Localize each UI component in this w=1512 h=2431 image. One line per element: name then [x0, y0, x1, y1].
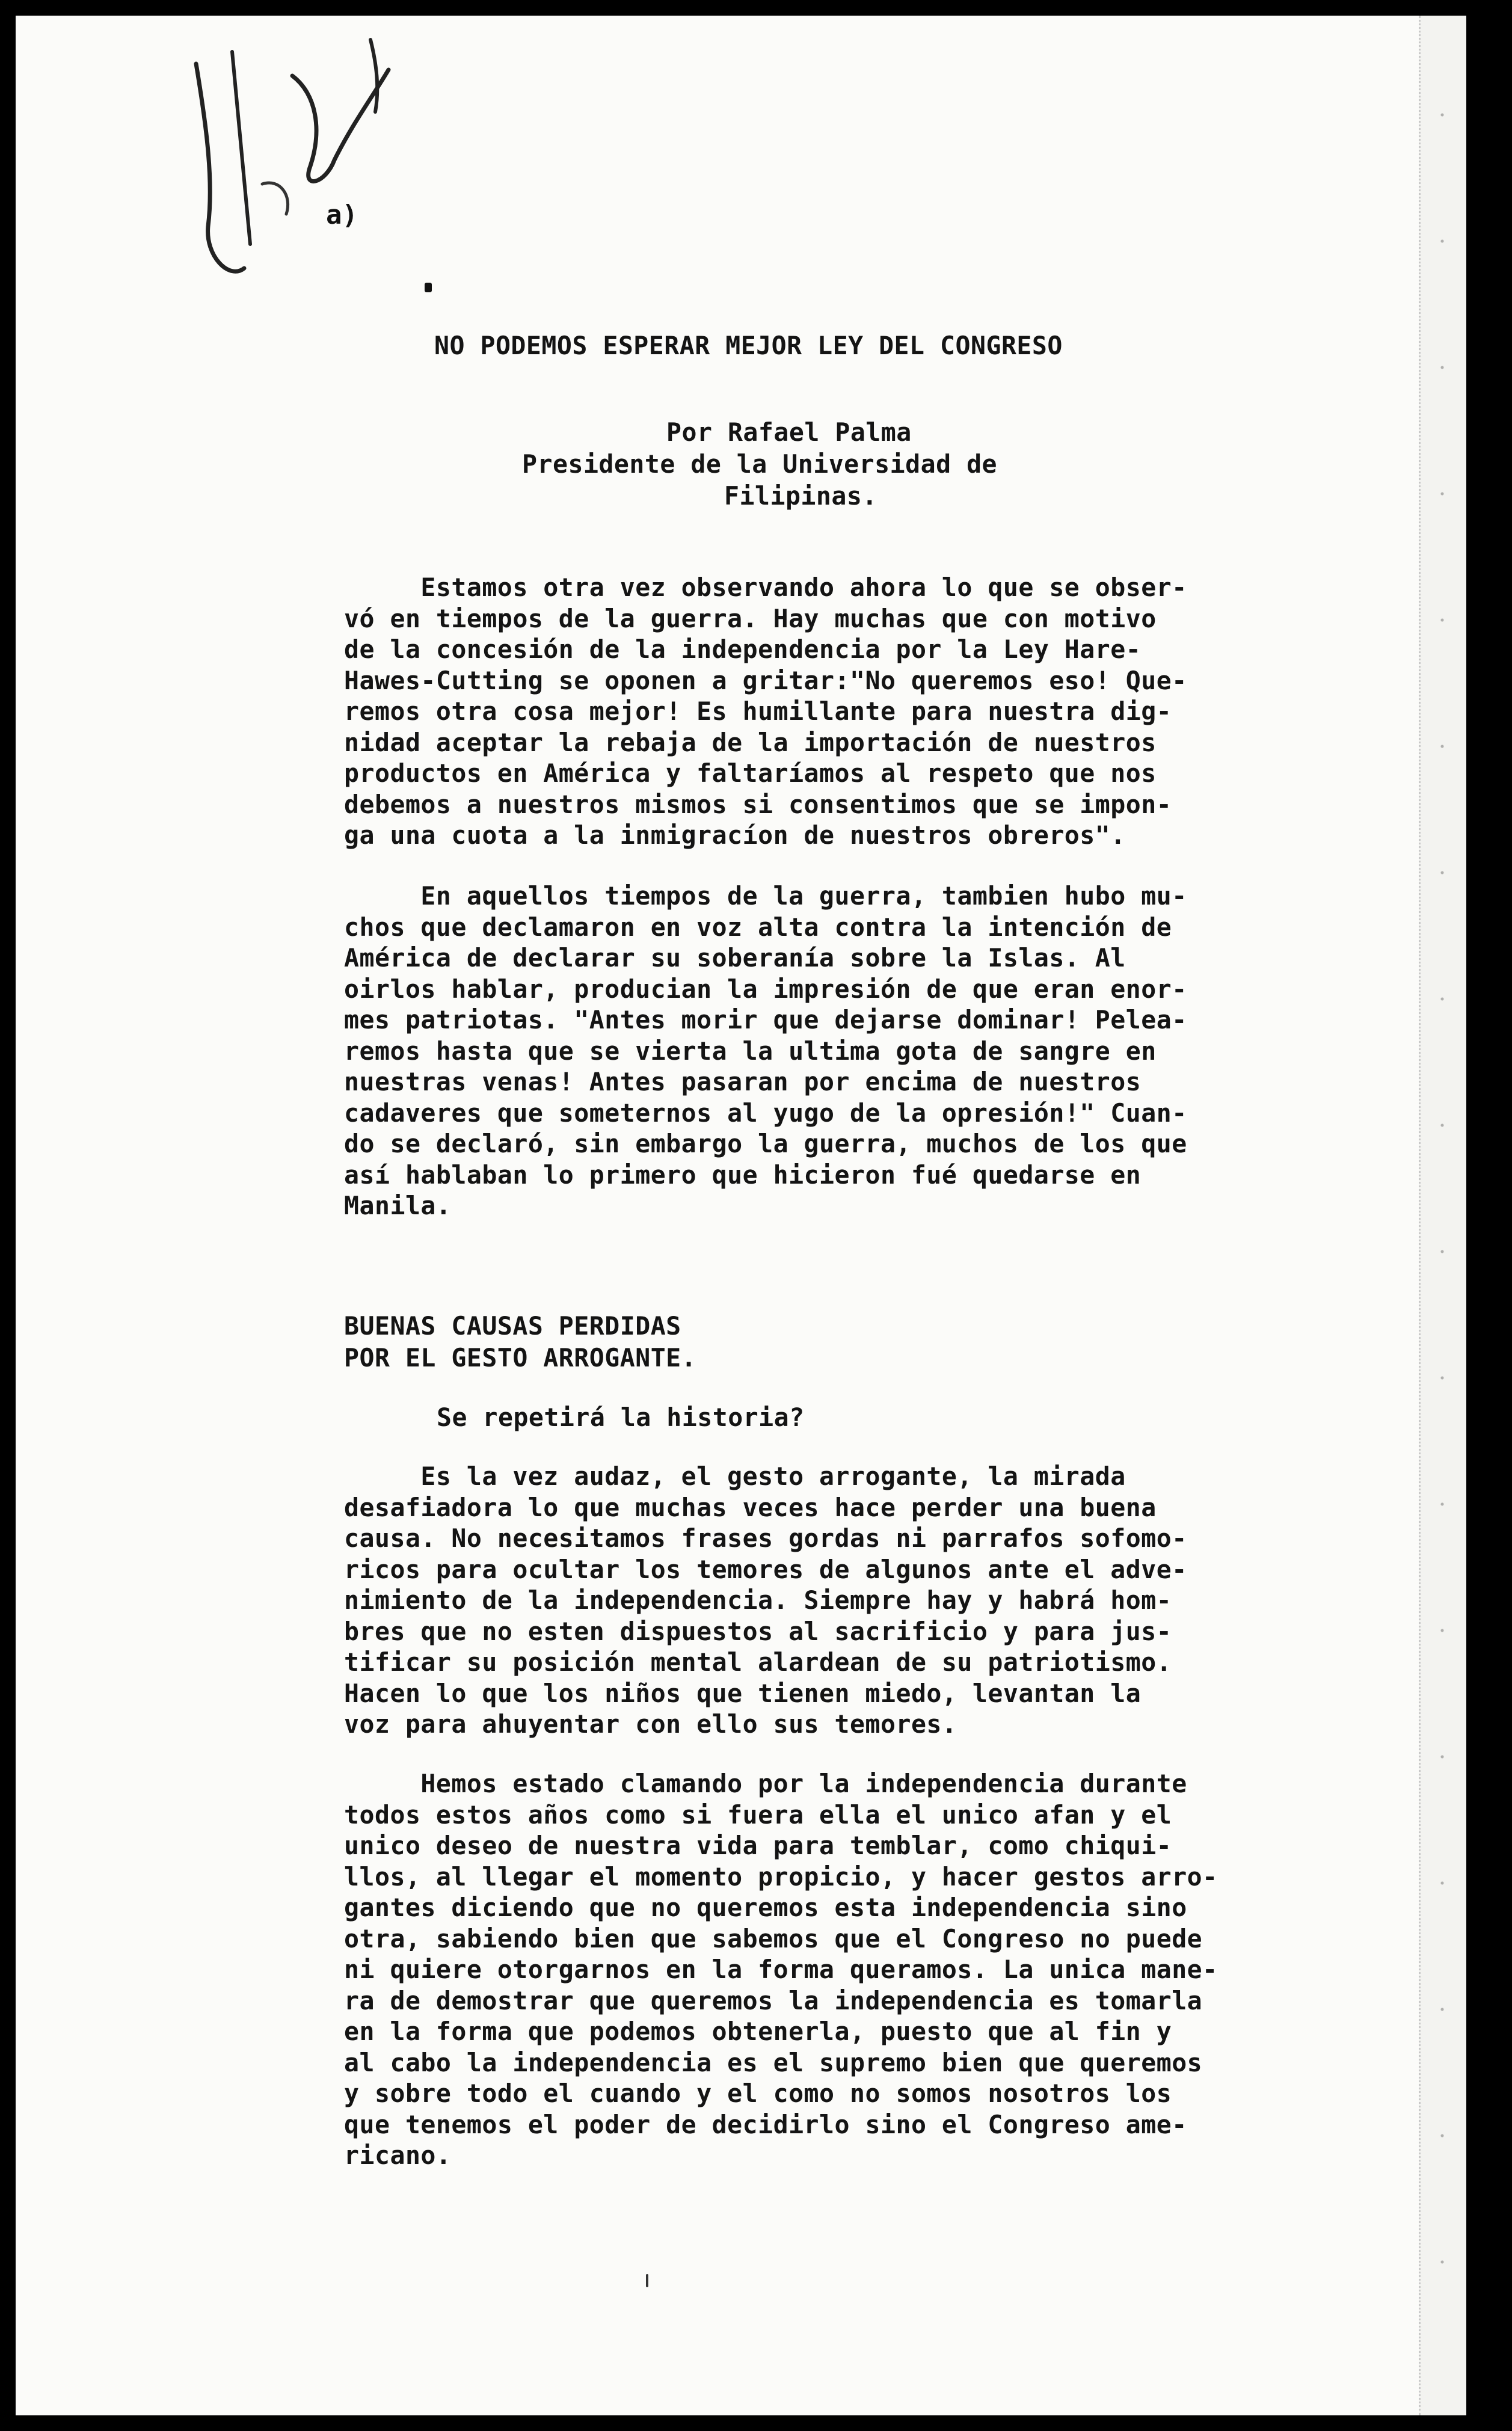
typewritten-page	[16, 16, 1466, 2415]
section-heading: BUENAS CAUSAS PERDIDAS	[344, 1311, 681, 1341]
handwritten-annotation-mark	[172, 28, 437, 304]
author-affiliation-line: Presidente de la Universidad de	[522, 449, 998, 479]
body-paragraph: En aquellos tiempos de la guerra, tambien hubo mu- chos que declamaron en voz alta contra la intención de América de declarar su soberanía sobre la Islas. Al oirlos hablar, producian la impresión de que eran enor- mes patriotas. "Antes morir que dejarse dominar! Pelea- remos hasta que se vierta la ultima gota de sangre en nuestras venas! Antes pasaran por encima de nuestros cadaveres que someternos al yugo de la opresión!" Cuan- do se declaró, sin embargo la guerra, muchos de los que así hablaban lo primero que hicieron fué quedarse en Manila.	[344, 881, 1187, 1220]
author-affiliation-line: Filipinas.	[724, 481, 877, 511]
section-heading: POR EL GESTO ARROGANTE.	[344, 1343, 697, 1372]
scan-specks	[1436, 52, 1448, 2337]
author-line: Por Rafael Palma	[666, 417, 912, 447]
body-paragraph: Hemos estado clamando por la independencia durante todos estos años como si fuera ella el unico afan y el unico deseo de nuestra vida para temblar, como chiqui- llos, al llegar el momento propicio, y hacer gestos arro- gantes diciendo que no queremos esta independencia sino otra, sabiendo bien que sabemos que el Congreso no puede ni quiere otorgarnos en la forma queramos. La unica mane- ra de demostrar que queremos la independencia es tomarla en la forma que podemos obtenerla, puesto que al fin y al cabo la independencia es el supremo bien que queremos y sobre todo el cuando y el como no somos nosotros los que tenemos el poder de decidirlo sino el Congreso ame- ricano.	[344, 1769, 1218, 2170]
section-question: Se repetirá la historia?	[437, 1403, 805, 1432]
ink-mark	[646, 2274, 648, 2287]
ink-dot	[425, 283, 432, 292]
body-paragraph: Estamos otra vez observando ahora lo que se obser- vó en tiempos de la guerra. Hay muchas que con motivo de la concesión de la independencia por la Ley Hare- Hawes-Cutting se oponen a gritar:"No queremos eso! Que- remos otra cosa mejor! Es humillante para nuestra dig- nidad aceptar la rebaja de la importación de nuestros productos en América y faltaríamos al respeto que nos debemos a nuestros mismos si consentimos que se impon- ga una cuota a la inmigracíon de nuestros obreros".	[344, 573, 1187, 850]
body-paragraph: Es la vez audaz, el gesto arrogante, la mirada desafiadora lo que muchas veces hace perder una buena causa. No necesitamos frases gordas ni parrafos sofomo- ricos para ocultar los temores de algunos ante el adve- nimiento de la independencia. Siempre hay y habrá hom- bres que no esten dispuestos al sacrificio y para jus- tificar su posición mental alardean de su patriotismo. Hacen lo que los niños que tienen miedo, levantan la voz para ahuyentar con ello sus temores.	[344, 1461, 1187, 1739]
document-title: NO PODEMOS ESPERAR MEJOR LEY DEL CONGRESO	[434, 331, 1063, 360]
page-mark: a)	[326, 200, 358, 230]
